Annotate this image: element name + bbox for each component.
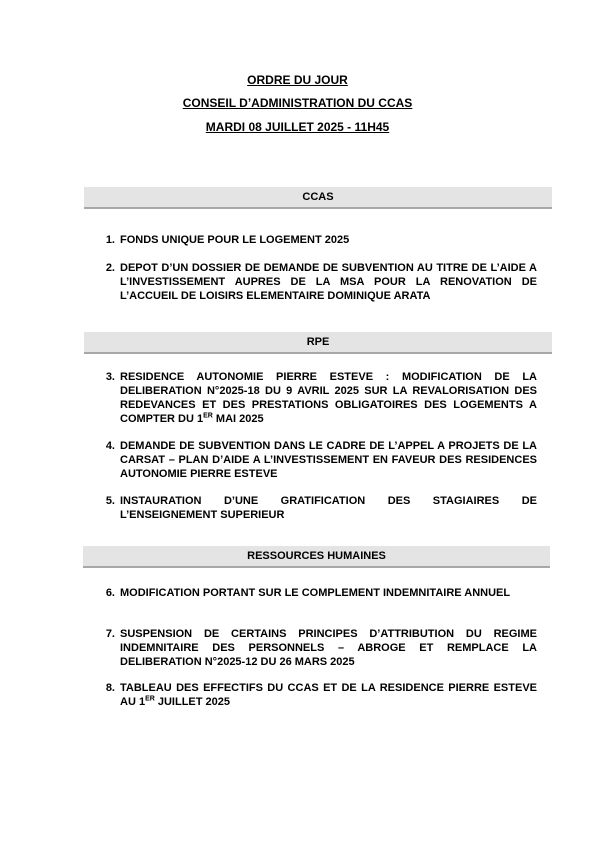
- item-text: FONDS UNIQUE POUR LE LOGEMENT 2025: [120, 234, 350, 246]
- section-header-rpe: RPE: [84, 332, 552, 354]
- item-number: 7.: [105, 628, 115, 640]
- item-text: DEMANDE DE SUBVENTION DANS LE CADRE DE L’APPEL A PROJETS DE LA CARSAT – PLAN D’AIDE A L’INVESTISSEMENT EN FAVEUR DES RESIDENCES AUTONOMIE PIERRE ESTEVE: [120, 440, 537, 480]
- section-header-ressources-humaines: RESSOURCES HUMAINES: [83, 546, 550, 568]
- agenda-item: [105, 681, 537, 709]
- item-number: 8.: [105, 682, 115, 694]
- item-number: 6.: [105, 587, 115, 599]
- item-number: 2.: [105, 262, 115, 274]
- agenda-item: [105, 370, 537, 426]
- item-number: 1.: [105, 234, 115, 246]
- agenda-item: [105, 233, 537, 247]
- ordinal-suffix: ER: [203, 412, 213, 420]
- item-number: 4.: [105, 440, 115, 452]
- item-text: DEPOT D’UN DOSSIER DE DEMANDE DE SUBVENTION AU TITRE DE L’AIDE A L’INVESTISSEMENT AUPRES DE LA MSA POUR LA RENOVATION DE L’ACCUEIL DE LOISIRS ELEMENTAIRE DOMINIQUE ARATA: [120, 262, 537, 302]
- document-subtitle: CONSEIL D’ADMINISTRATION DU CCAS: [182, 96, 413, 110]
- item-text: TABLEAU DES EFFECTIFS DU CCAS ET DE LA RESIDENCE PIERRE ESTEVE AU 1: [120, 682, 537, 708]
- item-number: 5.: [105, 495, 115, 507]
- agenda-item: [105, 586, 537, 600]
- meeting-date: MARDI 08 JUILLET 2025 - 11H45: [205, 120, 390, 134]
- section-header-ccas: CCAS: [84, 187, 552, 209]
- document-title: ORDRE DU JOUR: [247, 73, 348, 87]
- item-text: INSTAURATION D’UNE GRATIFICATION DES STAGIAIRES DE L’ENSEIGNEMENT SUPERIEUR: [120, 495, 537, 521]
- item-text-end: MAI 2025: [212, 413, 264, 425]
- item-text: MODIFICATION PORTANT SUR LE COMPLEMENT INDEMNITAIRE ANNUEL: [120, 587, 511, 599]
- item-number: 3.: [105, 371, 115, 383]
- agenda-item: [105, 494, 537, 522]
- item-text: RESIDENCE AUTONOMIE PIERRE ESTEVE : MODIFICATION DE LA DELIBERATION N°2025-18 DU 9 AVRIL 2025 SUR LA REVALORISATION DES REDEVANCES ET DES PRESTATIONS OBLIGATOIRES DES LOGEMENTS A COMPTER DU 1: [120, 371, 537, 425]
- agenda-item: [105, 439, 537, 481]
- agenda-item: [105, 261, 537, 303]
- ordinal-suffix: ER: [145, 695, 155, 703]
- item-text: SUSPENSION DE CERTAINS PRINCIPES D’ATTRIBUTION DU REGIME INDEMNITAIRE DES PERSONNELS – ABROGE ET REMPLACE LA DELIBERATION N°2025-12 DU 26 MARS 2025: [120, 628, 537, 668]
- agenda-item: [105, 627, 537, 669]
- item-text-end: JUILLET 2025: [154, 696, 230, 708]
